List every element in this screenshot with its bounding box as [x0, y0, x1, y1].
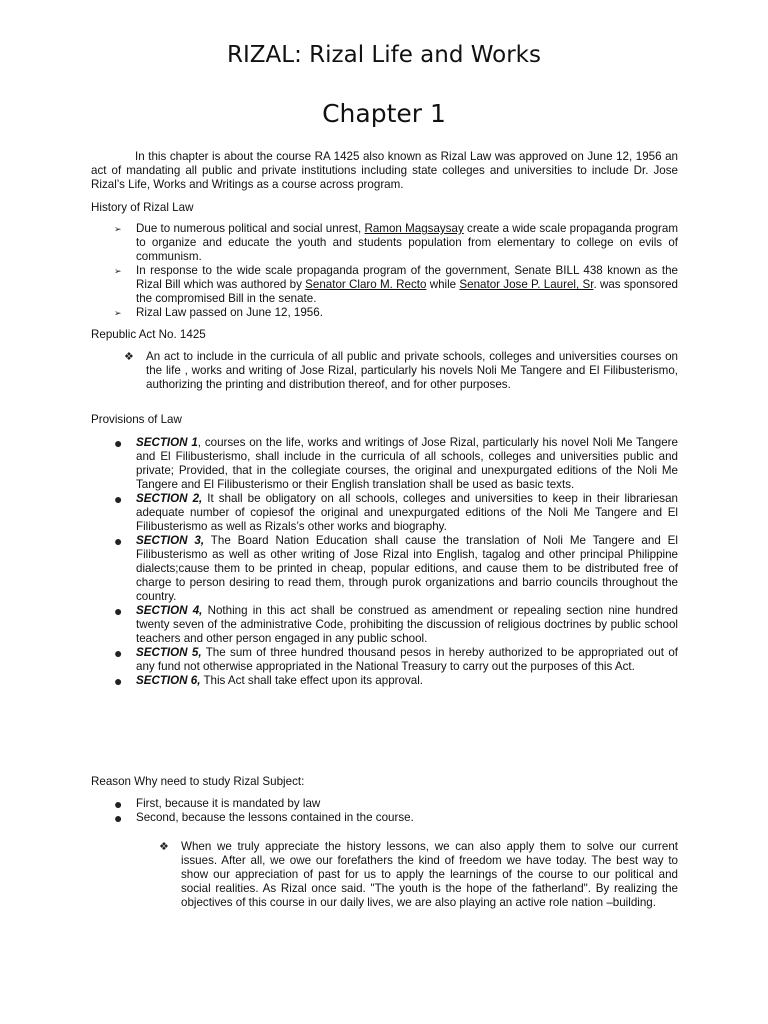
section-item: ● SECTION 2, It shall be obligatory on all schools, colleges and universities to keep in their librariesan adequate number of copiesof the original and unexpurgated editions of the Noli Me Tangere and El Filibusterismo as well as Rizals’s other works and biography.: [114, 491, 678, 533]
bullet-icon: ●: [114, 796, 123, 812]
bullet-icon: ●: [114, 491, 123, 507]
republic-act-heading: Republic Act No. 1425: [91, 328, 206, 341]
list-item: ● First, because it is mandated by law: [114, 796, 321, 812]
provisions-heading: Provisions of Law: [91, 413, 182, 426]
list-item: ● Second, because the lessons contained in the course.: [114, 810, 414, 826]
arrow-bullet-icon: ➢: [114, 308, 122, 318]
list-item: ❖ An act to include in the curricula of all public and private schools, colleges and universities courses on the life , works and writing of Jose Rizal, particularly his novels Noli Me Tangere and El Filibusterismo, authorizing the printing and distribution thereof, and for other purposes.: [124, 350, 678, 391]
section-item: ● SECTION 3, The Board Nation Education shall cause the translation of Noli Me Tangere and El Filibusterismo as well as other writing of Jose Rizal into English, tagalog and other principal Philippine dialects;cause them to be printed in cheap, popular editions, and cause them to be distributed free of charge to person desiring to read them, through purok organizations and barrio councils throughout the country.: [114, 533, 678, 603]
diamond-bullet-icon: ❖: [124, 351, 134, 363]
bullet-icon: ●: [114, 810, 123, 826]
jose-laurel-text: Senator Jose P. Laurel, Sr: [459, 278, 594, 291]
section-label: SECTION 1: [136, 436, 198, 449]
bullet-icon: ●: [114, 645, 123, 661]
bullet-icon: ●: [114, 435, 123, 451]
provisions-list: [114, 435, 678, 689]
arrow-bullet-icon: ➢: [114, 266, 122, 276]
list-item: ➢ In response to the wide scale propaganda program of the government, Senate BILL 438 known as the Rizal Bill which was authored by Senator Claro M. Recto while Senator Jose P. Laurel, Sr. was sponsored the compromised Bill in the senate.: [114, 264, 678, 305]
reason-heading: Reason Why need to study Rizal Subject:: [91, 775, 305, 788]
section-item: ● SECTION 4, Nothing in this act shall be construed as amendment or repealing section nine hundred twenty seven of the administrative Code, prohibiting the discussion of religious doctrines by public school teachers and other person engaged in any public school.: [114, 603, 678, 645]
section-item: ● SECTION 5, The sum of three hundred thousand pesos in hereby authorized to be appropriated out of any fund not otherwise appropriated in the National Treasury to carry out the purposes of this Act.: [114, 645, 678, 673]
section-label: SECTION 6,: [136, 674, 201, 687]
arrow-bullet-icon: ➢: [114, 224, 122, 234]
claro-recto-text: Senator Claro M. Recto: [305, 278, 427, 291]
section-label: SECTION 2,: [136, 492, 203, 505]
document-title: RIZAL: Rizal Life and Works: [227, 42, 541, 68]
list-item: ➢ Rizal Law passed on June 12, 1956.: [114, 306, 323, 319]
bullet-icon: ●: [114, 603, 123, 619]
section-label: SECTION 5,: [136, 646, 202, 659]
ramon-magsaysay-text: Ramon Magsaysay: [364, 222, 464, 235]
intro-paragraph: In this chapter is about the course RA 1425 also known as Rizal Law was approved on June 12, 1956 an act of mandating all public and private institutions including state colleges and universities to include Dr. Jose Rizal’s Life, Works and Writings as a course across program.: [91, 150, 678, 191]
history-heading: History of Rizal Law: [91, 201, 194, 214]
republic-act-list: [124, 350, 678, 392]
list-item: ➢ Due to numerous political and social unrest, Ramon Magsaysay create a wide scale propaganda program to organize and educate the youth and students population from elementary to college on evils of communism.: [114, 222, 678, 263]
section-label: SECTION 3,: [136, 534, 205, 547]
history-list: [114, 222, 678, 320]
chapter-heading: Chapter 1: [322, 99, 446, 128]
reason-note-list: [159, 840, 678, 910]
reason-list: [114, 796, 678, 826]
diamond-bullet-icon: ❖: [159, 841, 169, 853]
section-item: ● SECTION 6, This Act shall take effect upon its approval.: [114, 673, 423, 689]
bullet-icon: ●: [114, 533, 123, 549]
list-item: ❖ When we truly appreciate the history lessons, we can also apply them to solve our current issues. After all, we owe our forefathers the kind of freedom we have today. The best way to show our appreciation of past for us to apply the learnings of the course to our political and social realities. As Rizal once said. "The youth is the hope of the fatherland". By realizing the objectives of this course in our daily lives, we are also playing an active role nation –building.: [159, 840, 678, 909]
section-label: SECTION 4,: [136, 604, 203, 617]
bullet-icon: ●: [114, 673, 123, 689]
section-item: ● SECTION 1, courses on the life, works and writings of Jose Rizal, particularly his novel Noli Me Tangere and El Filibusterismo, shall include in the curricula of all schools, colleges and universities public and private; Provided, that in the collegiate courses, the original and unexpurgated editions of the Noli Me Tangere and El Filibusterismo or their English translation shall be used as basic texts.: [114, 435, 678, 491]
